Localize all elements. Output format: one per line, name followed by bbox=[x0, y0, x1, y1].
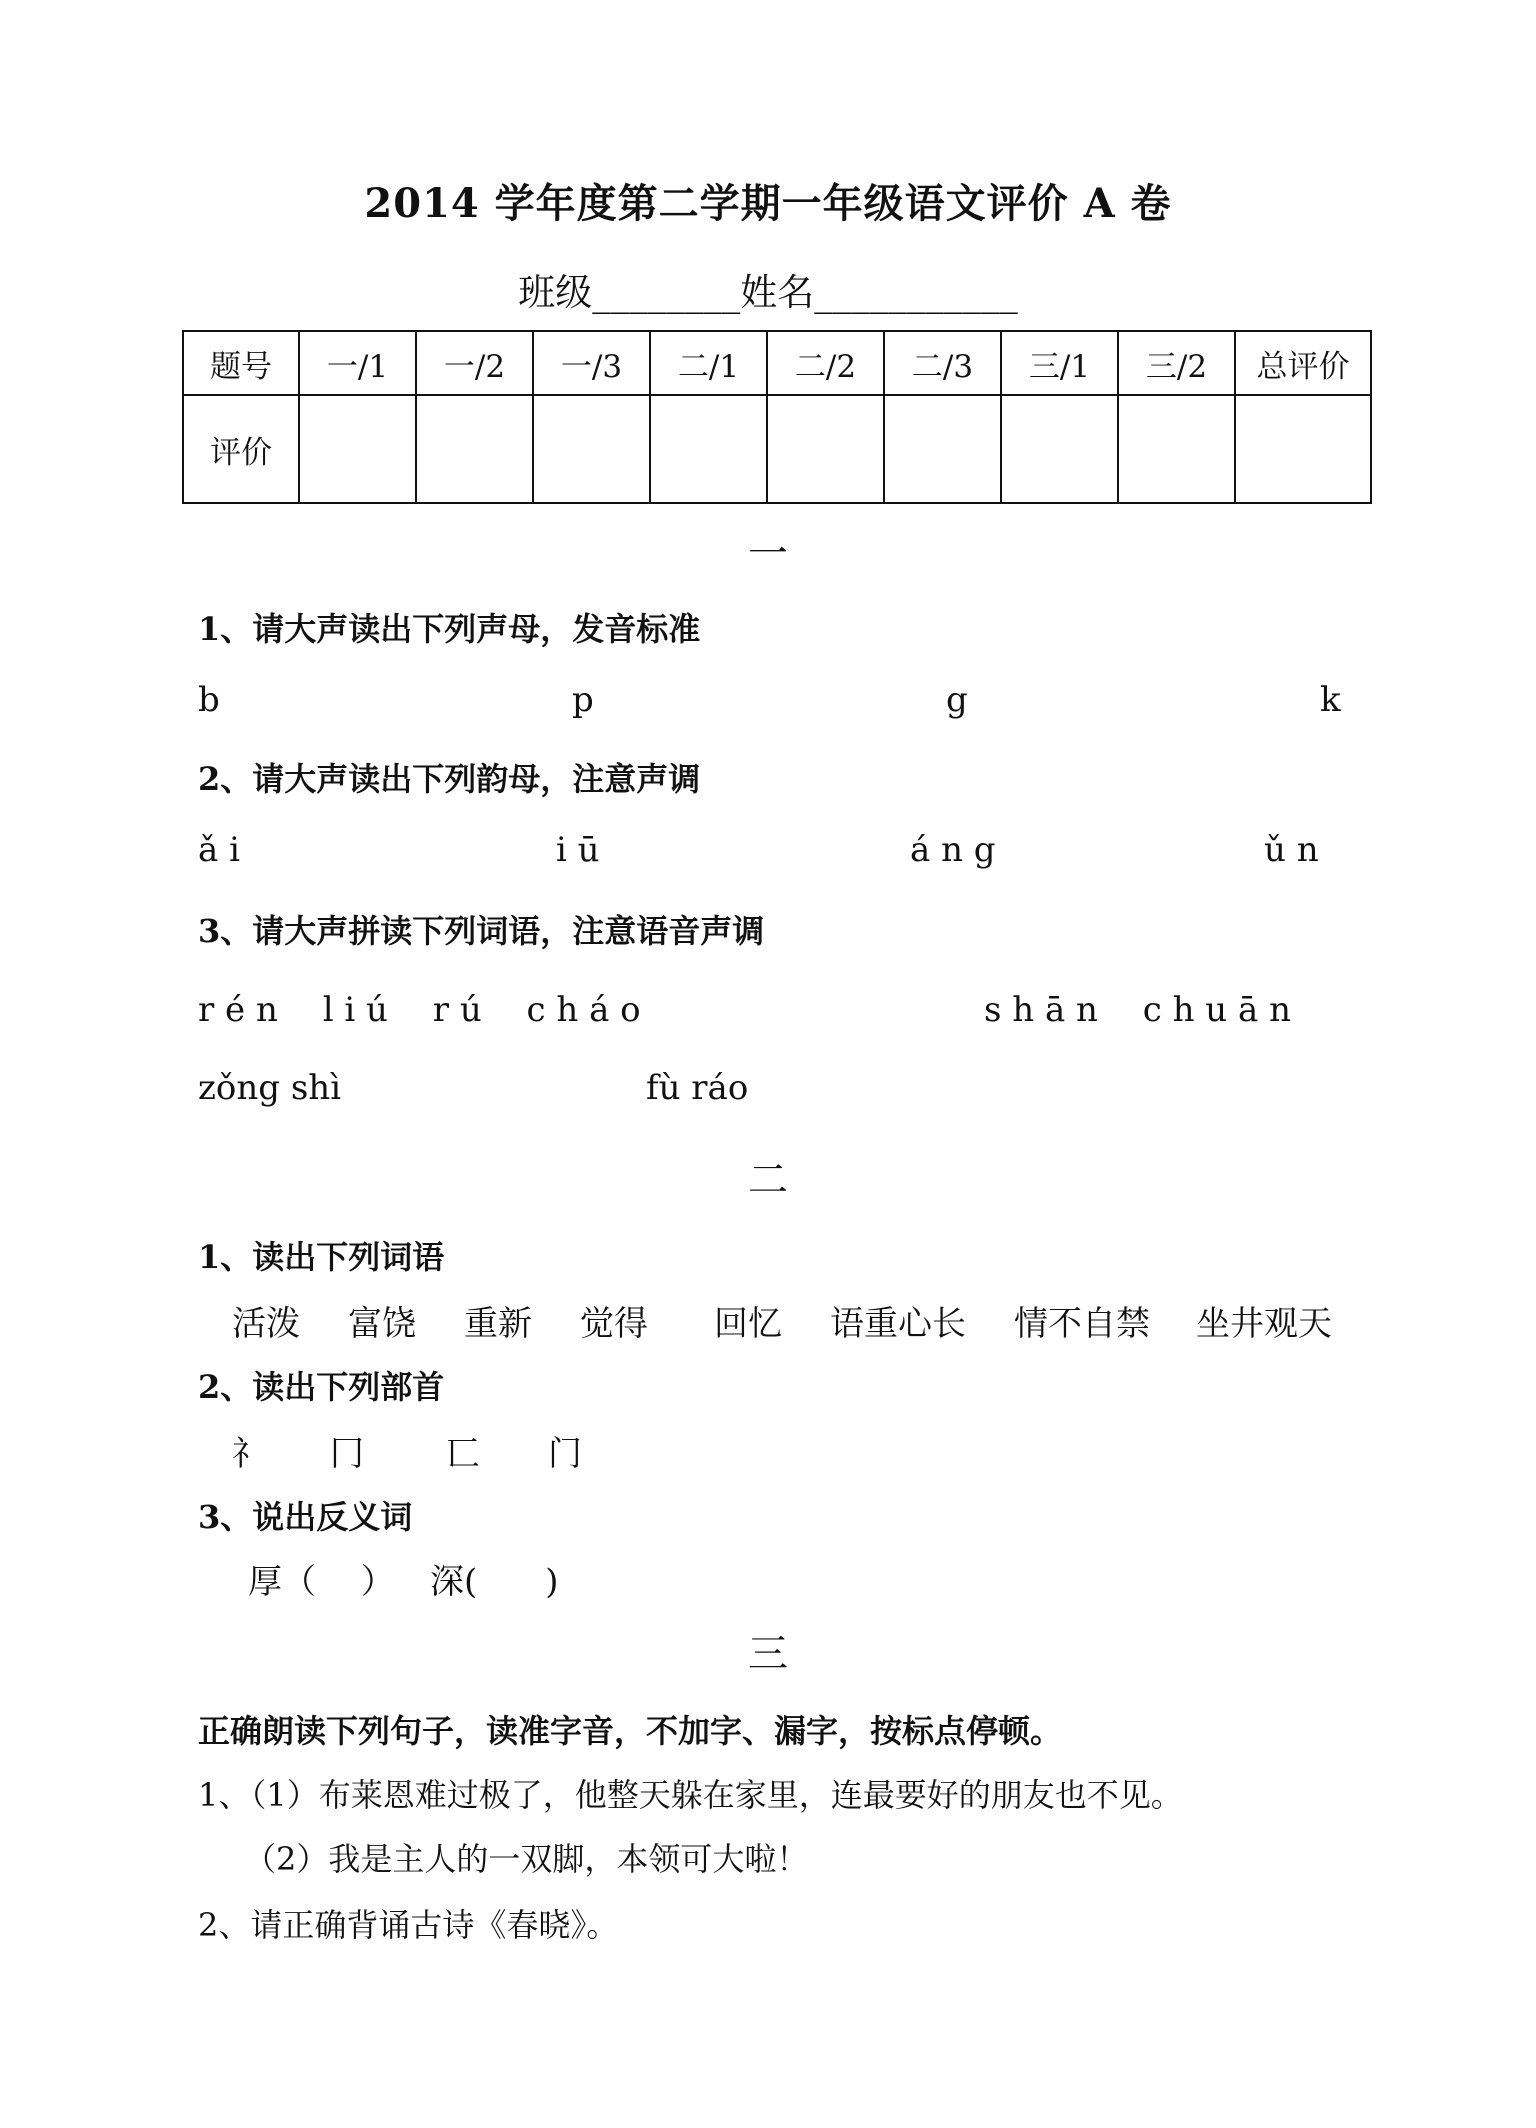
question-2-2-label: 2、读出下列部首 bbox=[198, 1368, 445, 1406]
radical-item: 匸 bbox=[446, 1434, 480, 1474]
final-item: ǎ i bbox=[198, 830, 240, 870]
reading-instruction: 正确朗读下列句子，读准字音，不加字、漏字，按标点停顿。 bbox=[198, 1712, 1063, 1750]
header-cell: 一/1 bbox=[299, 331, 416, 395]
header-cell: 二/3 bbox=[884, 331, 1001, 395]
evaluation-cell bbox=[416, 395, 533, 503]
vocab-word: 语重心长 bbox=[830, 1304, 966, 1344]
pinyin-word: fù ráo bbox=[646, 1068, 749, 1108]
initial-item: k bbox=[1320, 680, 1341, 720]
pinyin-word: zǒng shì bbox=[198, 1068, 342, 1108]
question-1-1-label: 1、请大声读出下列声母，发音标准 bbox=[198, 610, 701, 648]
sentence-1-1: 1、（1）布莱恩难过极了，他整天躲在家里，连最要好的朋友也不见。 bbox=[198, 1776, 1183, 1814]
evaluation-cell bbox=[1001, 395, 1118, 503]
evaluation-cell bbox=[1235, 395, 1371, 503]
section-heading-3: 三 bbox=[748, 1631, 788, 1677]
sentence-1-2: （2）我是主人的一双脚，本领可大啦！ bbox=[244, 1840, 809, 1878]
radical-item: 门 bbox=[548, 1434, 582, 1474]
class-name-line: 班级________姓名___________ bbox=[518, 271, 1018, 314]
score-table bbox=[182, 330, 1372, 504]
evaluation-label-cell: 评价 bbox=[183, 395, 299, 503]
vocab-word: 回忆 bbox=[714, 1304, 782, 1344]
header-cell: 二/1 bbox=[650, 331, 767, 395]
header-cell: 三/2 bbox=[1118, 331, 1235, 395]
vocab-word: 情不自禁 bbox=[1014, 1304, 1150, 1344]
vocab-word: 富饶 bbox=[348, 1304, 416, 1344]
score-table-evaluation-row bbox=[183, 395, 1371, 503]
evaluation-cell bbox=[299, 395, 416, 503]
final-item: ǔ n bbox=[1264, 830, 1319, 870]
pinyin-word: r é n l i ú r ú c h á o bbox=[198, 990, 641, 1030]
pinyin-word: s h ā n c h u ā n bbox=[984, 990, 1291, 1030]
antonym-item: 厚（ ） bbox=[248, 1562, 395, 1602]
vocab-word: 坐井观天 bbox=[1196, 1304, 1332, 1344]
antonym-item: 深( ) bbox=[430, 1562, 559, 1602]
radical-item: 礻 bbox=[232, 1434, 266, 1474]
poem-recitation-item: 2、请正确背诵古诗《春晓》。 bbox=[198, 1906, 619, 1944]
vocab-word: 重新 bbox=[464, 1304, 532, 1344]
header-cell: 三/1 bbox=[1001, 331, 1118, 395]
evaluation-cell bbox=[767, 395, 884, 503]
evaluation-cell bbox=[884, 395, 1001, 503]
initial-item: g bbox=[946, 680, 968, 720]
question-1-2-label: 2、请大声读出下列韵母，注意声调 bbox=[198, 760, 701, 798]
header-cell: 总评价 bbox=[1235, 331, 1371, 395]
document-title: 2014 学年度第二学期一年级语文评价 A 卷 bbox=[364, 180, 1172, 227]
vocab-word: 觉得 bbox=[580, 1304, 648, 1344]
section-heading-2: 二 bbox=[748, 1157, 788, 1203]
evaluation-cell bbox=[1118, 395, 1235, 503]
initial-item: p bbox=[572, 680, 594, 720]
vocab-word: 活泼 bbox=[232, 1304, 300, 1344]
header-cell: 二/2 bbox=[767, 331, 884, 395]
radical-item: 冂 bbox=[330, 1434, 364, 1474]
final-item: á n g bbox=[910, 830, 996, 870]
evaluation-cell bbox=[533, 395, 650, 503]
question-1-3-label: 3、请大声拼读下列词语，注意语音声调 bbox=[198, 912, 765, 950]
evaluation-cell bbox=[650, 395, 767, 503]
question-2-3-label: 3、说出反义词 bbox=[198, 1498, 413, 1536]
question-2-1-label: 1、读出下列词语 bbox=[198, 1238, 445, 1276]
final-item: i ū bbox=[556, 830, 600, 870]
header-cell: 一/3 bbox=[533, 331, 650, 395]
section-heading-1: 一 bbox=[748, 531, 788, 577]
header-cell: 题号 bbox=[183, 331, 299, 395]
score-table-header-row bbox=[183, 331, 1371, 395]
header-cell: 一/2 bbox=[416, 331, 533, 395]
initial-item: b bbox=[198, 680, 220, 720]
